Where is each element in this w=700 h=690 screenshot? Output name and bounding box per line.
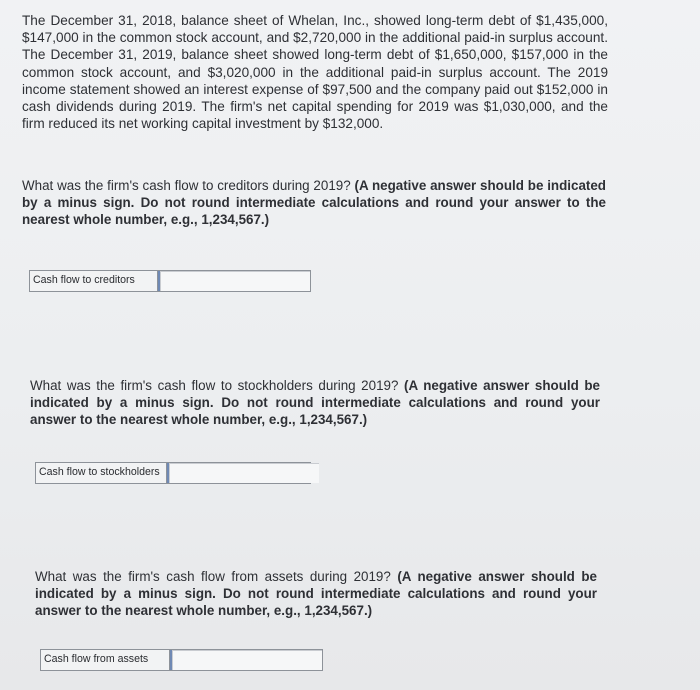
question-instruction: (A negative answer should be indicated by a minus sign. Do not round intermediate calculations and round your answer to the nearest whole number, e.g., 1,234,567.) [22,178,606,227]
answer-row-stockholders [35,462,311,484]
cash-flow-from-assets-input[interactable] [170,650,322,670]
answer-row-creditors [29,270,311,292]
answer-label-creditors: Cash flow to creditors [30,271,158,291]
problem-statement: The December 31, 2018, balance sheet of Whelan, Inc., showed long-term debt of $1,435,000, $147,000 in the common stock account, and $2,720,000 in the additional paid-in surplus account. The December 31, 2019, balance sheet showed long-term debt of $1,650,000, $157,000 in the common stock account, and $3,020,000 in the additional paid-in surplus account. The 2019 income statement showed an interest expense of $97,500 and the company paid out $152,000 in cash dividends during 2019. The firm's net capital spending for 2019 was $1,030,000, and the firm reduced its net working capital investment by $132,000. [22,13,608,132]
question-prompt: What was the firm's cash flow from assets during 2019? [35,569,391,584]
question-creditors [22,177,606,228]
cash-flow-to-stockholders-input[interactable] [167,463,319,483]
cash-flow-to-creditors-input[interactable] [158,271,310,291]
question-prompt: What was the firm's cash flow to stockholders during 2019? [30,378,399,393]
answer-label-stockholders: Cash flow to stockholders [36,463,167,483]
answer-label-assets: Cash flow from assets [41,650,170,670]
question-prompt: What was the firm's cash flow to creditors during 2019? [22,178,351,193]
question-instruction: (A negative answer should be indicated by a minus sign. Do not round intermediate calculations and round your answer to the nearest whole number, e.g., 1,234,567.) [30,378,600,427]
question-instruction: (A negative answer should be indicated by a minus sign. Do not round intermediate calculations and round your answer to the nearest whole number, e.g., 1,234,567.) [35,569,597,618]
answer-row-assets [40,649,323,671]
question-stockholders [30,377,600,428]
question-assets [35,568,597,619]
